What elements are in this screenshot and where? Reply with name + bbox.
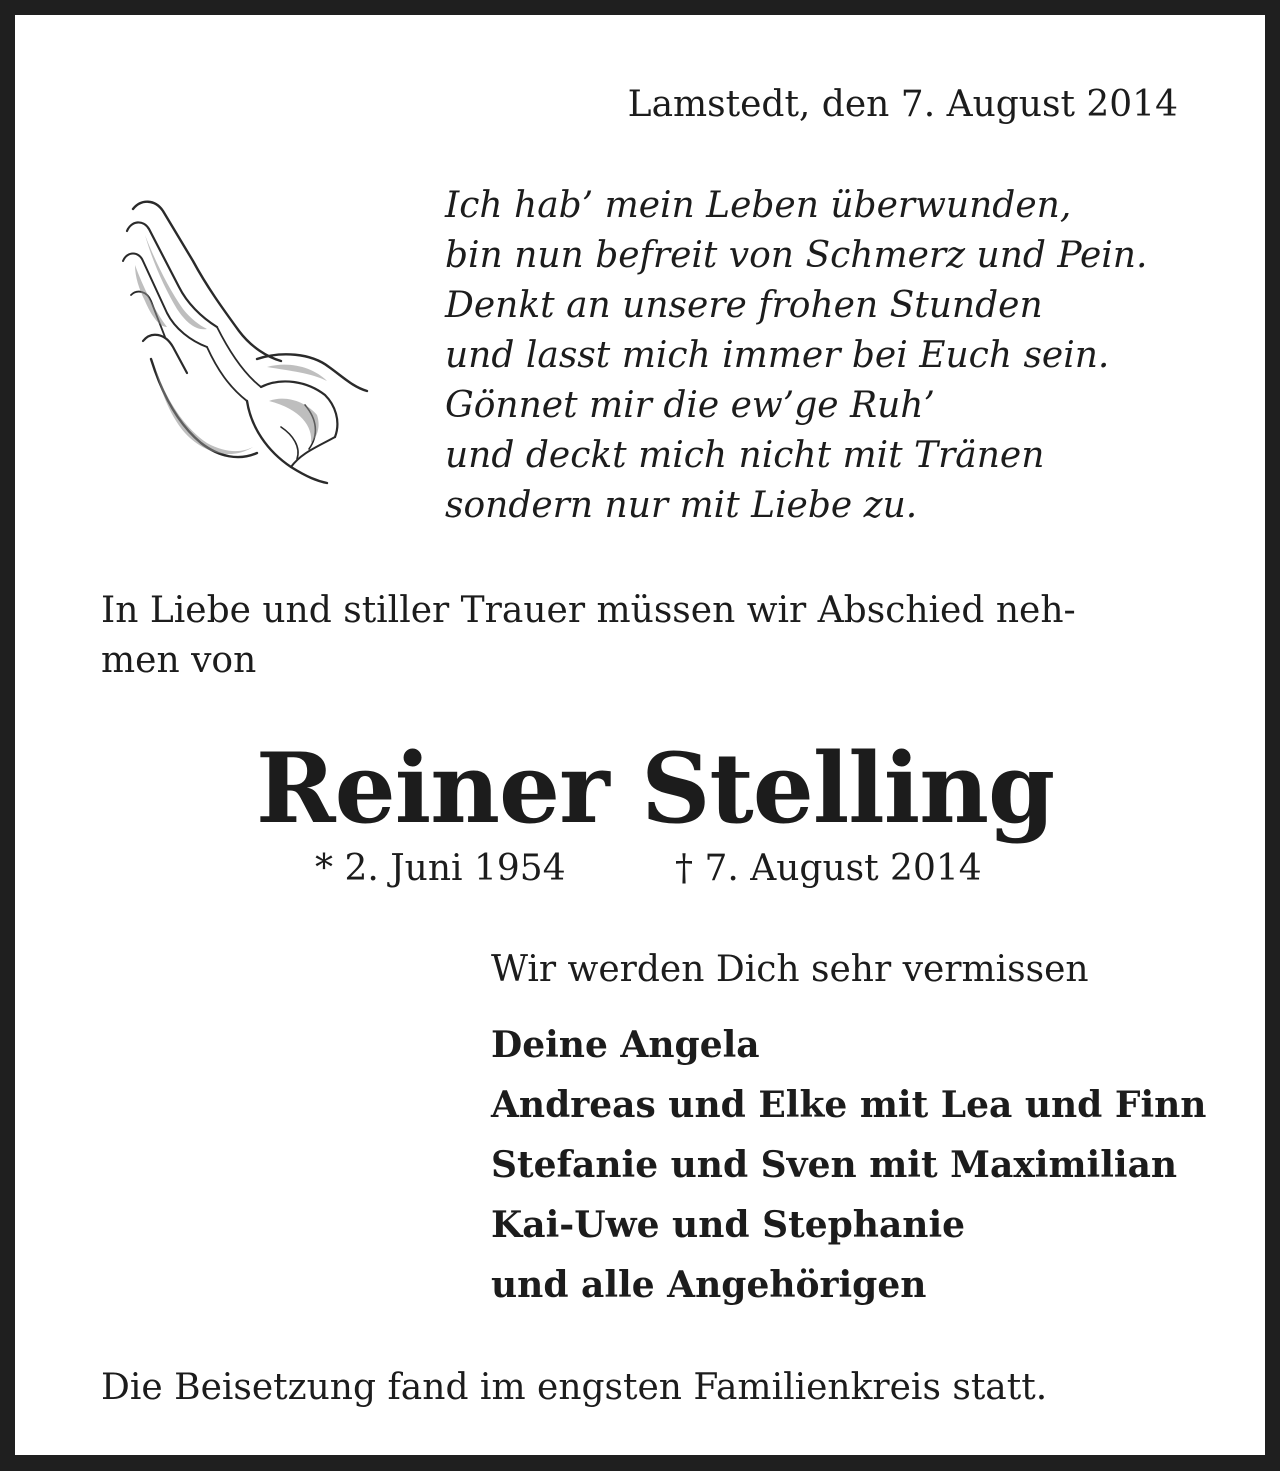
mourner-name: Deine Angela: [491, 1024, 760, 1066]
poem-line: und lasst mich immer bei Euch sein.: [445, 335, 1110, 376]
mourners-message: Wir werden Dich sehr vermissen: [491, 949, 1089, 990]
life-dates: [315, 847, 982, 891]
mourner-name: und alle Angehörigen: [491, 1264, 927, 1306]
birth-date: * 2. Juni 1954: [315, 848, 566, 889]
mourner-name: Stefanie und Sven mit Maximilian: [491, 1144, 1178, 1186]
deceased-name: Reiner Stelling: [255, 732, 1055, 845]
place-date: Lamstedt, den 7. August 2014: [627, 84, 1178, 125]
poem-line: Denkt an unsere frohen Stunden: [445, 285, 1043, 326]
poem-line: sondern nur mit Liebe zu.: [445, 485, 918, 526]
poem-line: Ich hab’ mein Leben überwunden,: [445, 185, 1072, 226]
burial-note: Die Beisetzung fand im engsten Familienkreis statt.: [101, 1367, 1048, 1408]
poem-line: bin nun befreit von Schmerz und Pein.: [445, 235, 1148, 276]
memorial-poem: [445, 181, 1147, 531]
mourner-name: Andreas und Elke mit Lea und Finn: [491, 1084, 1207, 1126]
intro-text: [101, 586, 1076, 686]
poem-line: und deckt mich nicht mit Tränen: [445, 435, 1045, 476]
poem-line: Gönnet mir die ew’ge Ruh’: [445, 385, 935, 426]
mourner-name: Kai-Uwe und Stephanie: [491, 1204, 966, 1246]
intro-line: In Liebe und stiller Trauer müssen wir Abschied neh-: [101, 590, 1076, 631]
mourners-list: [491, 1015, 1206, 1315]
praying-hands-icon: [121, 191, 373, 487]
intro-line: men von: [101, 640, 257, 681]
death-date: † 7. August 2014: [675, 848, 982, 889]
